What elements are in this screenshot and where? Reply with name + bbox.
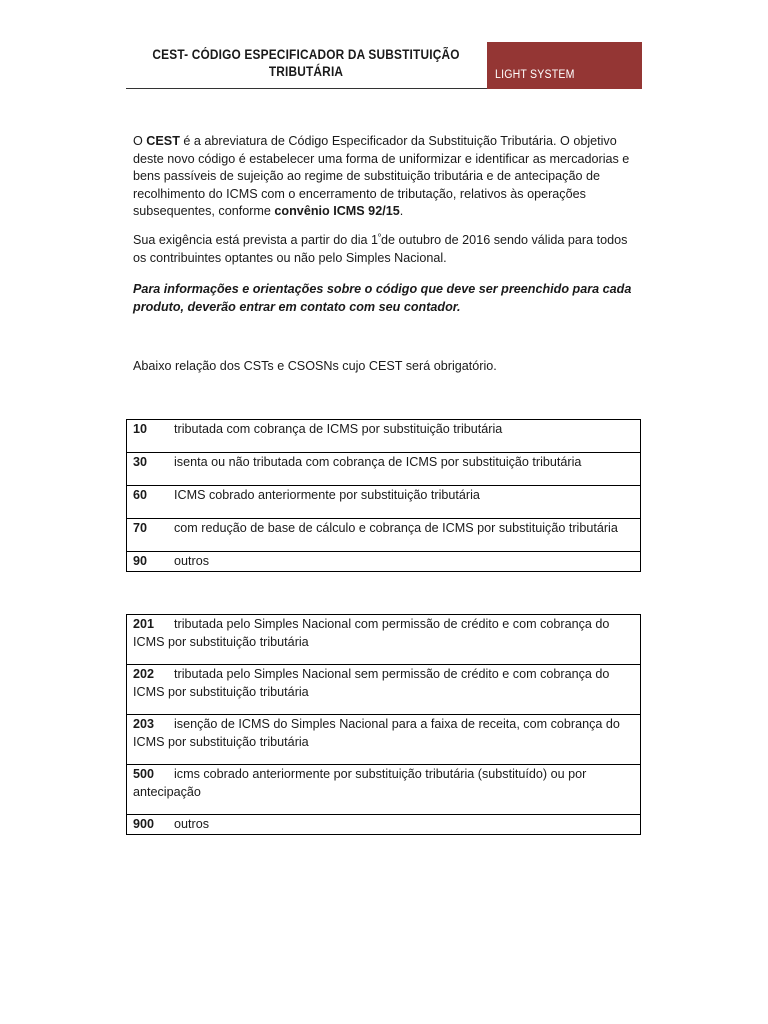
cst-description: isenta ou não tributada com cobrança de ICMS por substituição tributária [174,455,582,469]
header-divider [126,88,487,89]
date-text: de outubro de 2016 sendo válida para todos os contribuintes optantes ou não pelo Simples Nacional. [133,233,628,265]
table-row [127,765,641,815]
document-title [148,46,465,80]
contact-notice: Para informações e orientações sobre o código que deve ser preenchido para cada produto, deverão entrar em contato com seu contador. [133,282,632,314]
intro-text: é a abreviatura de Código Especificador da Substituição Tributária. O objetivo deste novo código é estabelecer uma forma de uniformizar e identificar as mercadorias e bens passíveis de sujeição ao regime de substituição tributária e de antecipação de recolhimento do ICMS com o encerramento de tributação, relativos às operações subsequentes, conforme [133,134,630,219]
cst-code: 30 [133,455,148,469]
intro-text: O [133,134,147,148]
cst-code: 60 [133,488,148,502]
convenio-reference: convênio ICMS 92/15 [274,204,400,219]
cst-description: tributada com cobrança de ICMS por substituição tributária [174,422,503,436]
document-title-line1: CEST- CÓDIGO ESPECIFICADOR DA SUBSTITUIÇÃO [152,47,460,62]
document-title-line2: TRIBUTÁRIA [268,64,344,79]
list-intro: Abaixo relação dos CSTs e CSOSNs cujo CEST será obrigatório. [133,359,497,373]
cst-description: com redução de base de cálculo e cobrança de ICMS por substituição tributária [174,521,618,535]
csosn-code: 201 [133,617,155,631]
table-cell [127,486,641,519]
table-row [127,519,641,552]
cst-code: 70 [133,521,148,535]
table-row [127,420,641,453]
table-cell [127,665,641,715]
csosn-code: 900 [133,817,155,831]
cst-table [126,419,641,572]
csosn-description: isenção de ICMS do Simples Nacional para a faixa de receita, com cobrança do ICMS por substituição tributária [133,717,620,749]
csosn-code: 500 [133,767,155,781]
table-row [127,665,641,715]
csosn-description: tributada pelo Simples Nacional com permissão de crédito e com cobrança do ICMS por substituição tributária [133,617,610,649]
table-cell [127,552,641,572]
intro-paragraph-2 [133,232,638,267]
csosn-description: outros [174,817,210,831]
table-row [127,715,641,765]
brand-block [487,42,642,89]
ordinal-mark: º [378,232,381,241]
table-cell [127,420,641,453]
csosn-table [126,614,641,835]
table-cell [127,453,641,486]
brand-label: LIGHT SYSTEM [495,69,575,81]
cst-code: 90 [133,554,148,568]
cst-description: outros [174,554,210,568]
table-row [127,486,641,519]
csosn-description: icms cobrado anteriormente por substituição tributária (substituído) ou por antecipação [133,767,587,799]
intro-text: . [399,204,404,219]
table-cell [127,715,641,765]
csosn-code: 203 [133,717,155,731]
table-row [127,615,641,665]
table-cell [127,765,641,815]
table-row [127,453,641,486]
table-row [127,552,641,572]
date-text: Sua exigência está prevista a partir do dia 1 [133,233,379,247]
intro-paragraph-1 [133,133,638,221]
table-cell [127,519,641,552]
table-cell [127,615,641,665]
table-row [127,815,641,835]
page-header [126,42,642,89]
cest-term: CEST [146,134,180,148]
csosn-description: tributada pelo Simples Nacional sem permissão de crédito e com cobrança do ICMS por substituição tributária [133,667,610,699]
cst-description: ICMS cobrado anteriormente por substituição tributária [174,488,480,502]
csosn-code: 202 [133,667,155,681]
table-cell [127,815,641,835]
cst-code: 10 [133,422,148,436]
